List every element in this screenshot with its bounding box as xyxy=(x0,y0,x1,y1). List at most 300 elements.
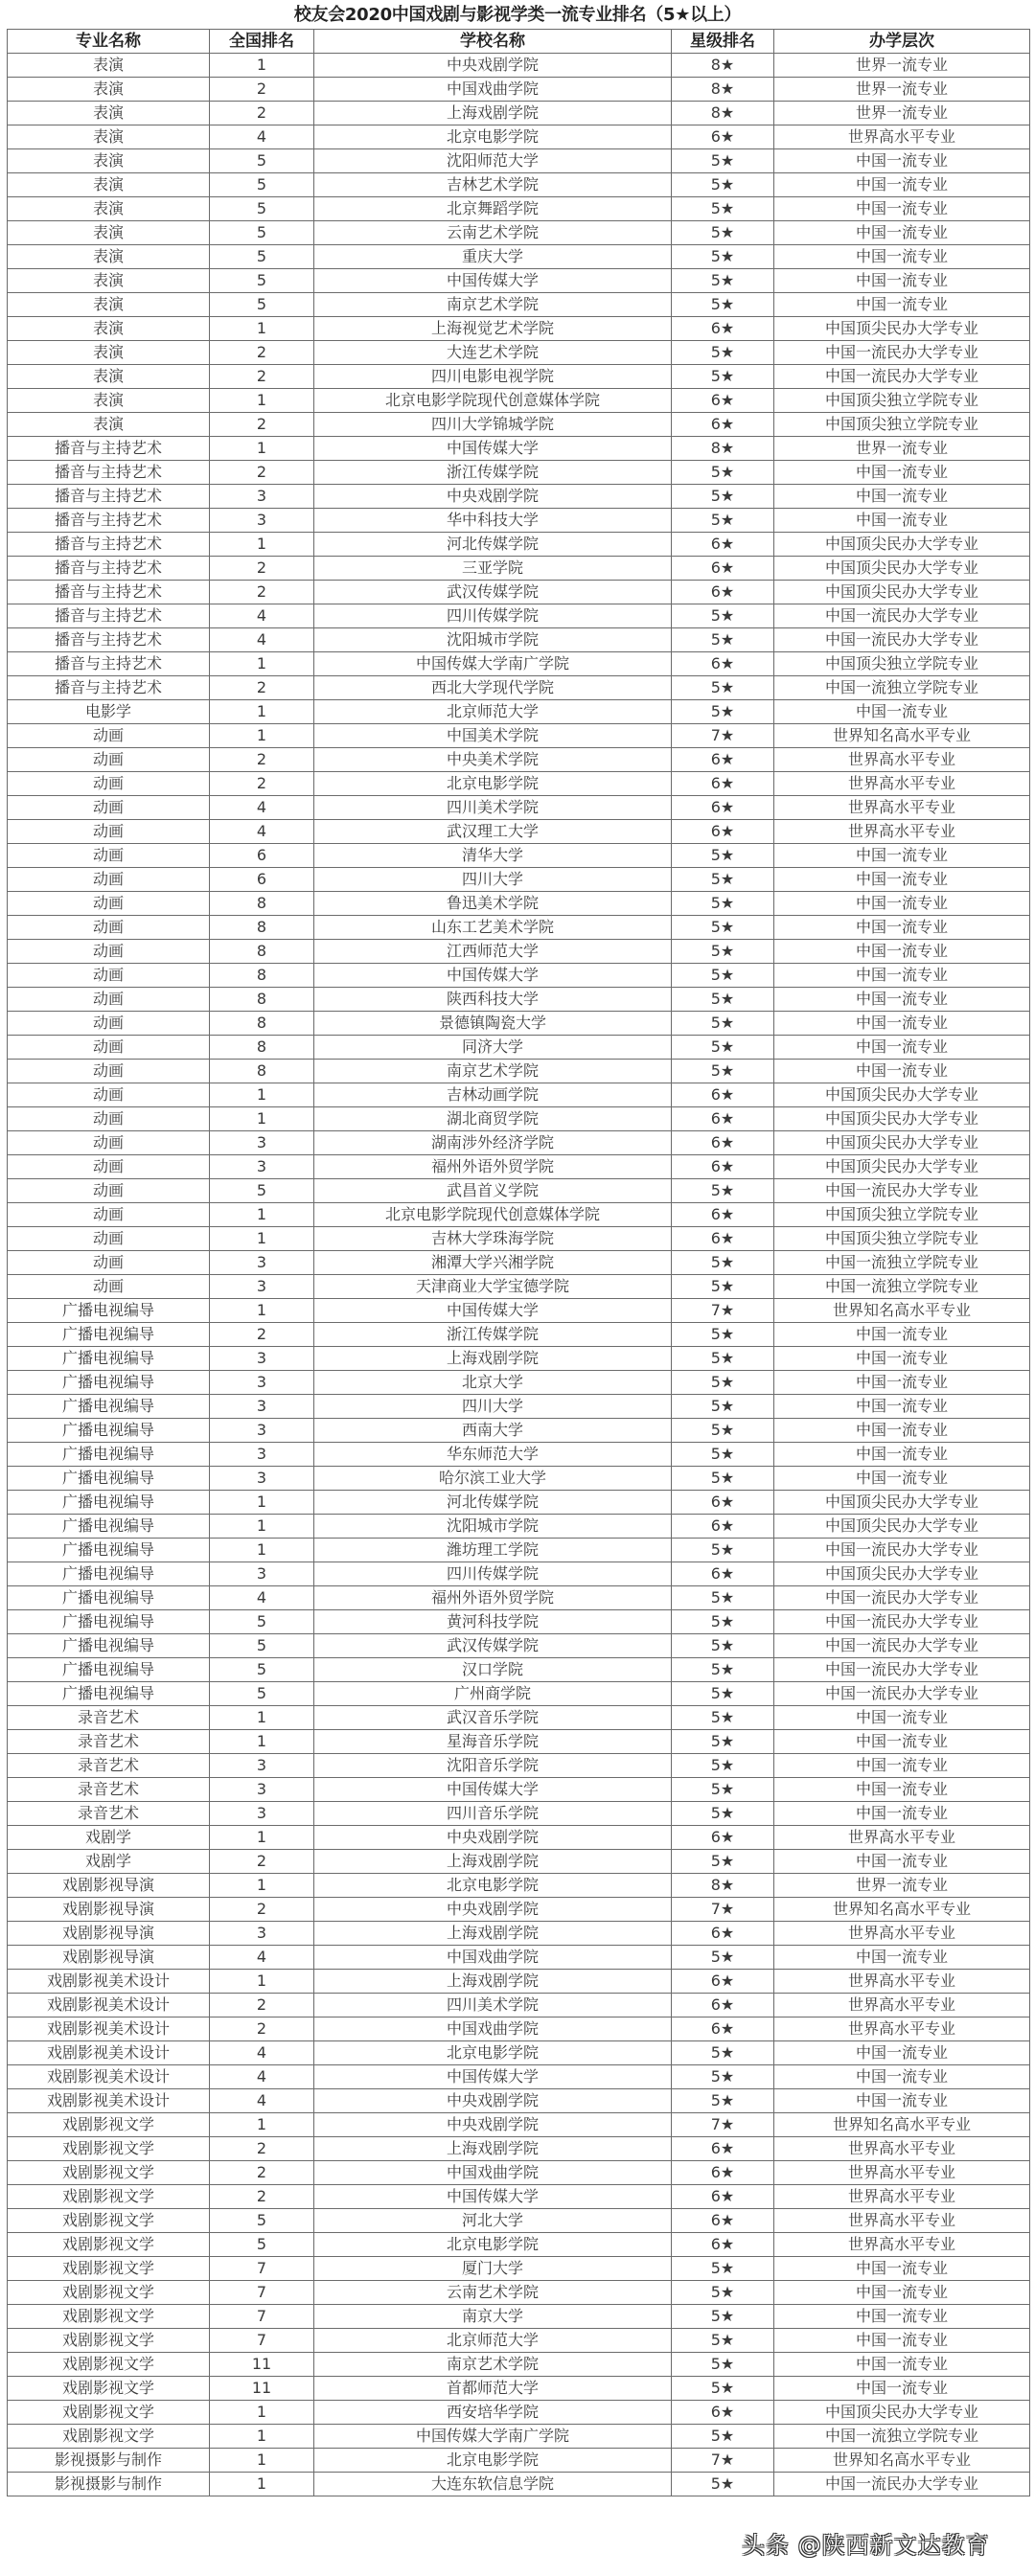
table-row xyxy=(8,1227,1030,1251)
cell-star-rank: 7★ xyxy=(672,2449,774,2473)
cell-level: 中国一流民办大学专业 xyxy=(774,1658,1030,1682)
cell-major: 表演 xyxy=(8,78,210,102)
cell-star-rank: 5★ xyxy=(672,1323,774,1347)
cell-major: 表演 xyxy=(8,197,210,221)
table-row xyxy=(8,1203,1030,1227)
cell-major: 戏剧学 xyxy=(8,1850,210,1874)
cell-level: 中国一流专业 xyxy=(774,1012,1030,1036)
cell-school: 中央戏剧学院 xyxy=(314,485,672,509)
table-row xyxy=(8,1850,1030,1874)
cell-star-rank: 6★ xyxy=(672,2401,774,2425)
cell-level: 中国一流独立学院专业 xyxy=(774,1251,1030,1275)
cell-major: 录音艺术 xyxy=(8,1802,210,1826)
cell-level: 世界高水平专业 xyxy=(774,1922,1030,1946)
cell-national-rank: 4 xyxy=(210,125,314,149)
cell-major: 录音艺术 xyxy=(8,1754,210,1778)
cell-national-rank: 1 xyxy=(210,2113,314,2137)
cell-school: 吉林艺术学院 xyxy=(314,173,672,197)
cell-star-rank: 5★ xyxy=(672,1706,774,1730)
cell-school: 中国传媒大学 xyxy=(314,1299,672,1323)
cell-national-rank: 3 xyxy=(210,1802,314,1826)
cell-star-rank: 5★ xyxy=(672,173,774,197)
cell-level: 中国一流专业 xyxy=(774,1323,1030,1347)
cell-national-rank: 8 xyxy=(210,892,314,916)
cell-major: 广播电视编导 xyxy=(8,1634,210,1658)
cell-school: 大连东软信息学院 xyxy=(314,2473,672,2496)
cell-school: 中国美术学院 xyxy=(314,724,672,748)
cell-star-rank: 5★ xyxy=(672,700,774,724)
cell-school: 北京电影学院 xyxy=(314,1874,672,1898)
cell-major: 戏剧影视文学 xyxy=(8,2329,210,2353)
table-row xyxy=(8,1706,1030,1730)
cell-level: 世界一流专业 xyxy=(774,54,1030,78)
table-row xyxy=(8,724,1030,748)
cell-major: 戏剧影视文学 xyxy=(8,2281,210,2305)
cell-national-rank: 3 xyxy=(210,1562,314,1586)
cell-national-rank: 8 xyxy=(210,1060,314,1083)
cell-level: 中国一流专业 xyxy=(774,2089,1030,2113)
cell-national-rank: 1 xyxy=(210,1083,314,1107)
cell-star-rank: 5★ xyxy=(672,2329,774,2353)
cell-star-rank: 6★ xyxy=(672,1227,774,1251)
cell-star-rank: 6★ xyxy=(672,820,774,844)
table-body xyxy=(8,54,1030,2496)
table-row xyxy=(8,102,1030,125)
cell-national-rank: 1 xyxy=(210,1539,314,1562)
cell-major: 动画 xyxy=(8,1107,210,1131)
cell-national-rank: 11 xyxy=(210,2377,314,2401)
table-row xyxy=(8,1515,1030,1539)
cell-level: 世界一流专业 xyxy=(774,1874,1030,1898)
cell-star-rank: 5★ xyxy=(672,1371,774,1395)
cell-star-rank: 5★ xyxy=(672,1658,774,1682)
cell-major: 播音与主持艺术 xyxy=(8,581,210,604)
cell-school: 武汉音乐学院 xyxy=(314,1706,672,1730)
cell-level: 中国一流民办大学专业 xyxy=(774,2473,1030,2496)
cell-level: 中国一流专业 xyxy=(774,868,1030,892)
cell-school: 四川电影电视学院 xyxy=(314,365,672,389)
cell-major: 广播电视编导 xyxy=(8,1395,210,1419)
cell-major: 播音与主持艺术 xyxy=(8,461,210,485)
header-star-rank: 星级排名 xyxy=(672,30,774,54)
table-row xyxy=(8,1467,1030,1491)
cell-star-rank: 5★ xyxy=(672,1539,774,1562)
table-row xyxy=(8,2281,1030,2305)
cell-level: 中国顶尖民办大学专业 xyxy=(774,317,1030,341)
table-row xyxy=(8,149,1030,173)
table-row xyxy=(8,1634,1030,1658)
cell-school: 四川大学 xyxy=(314,1395,672,1419)
cell-level: 中国一流专业 xyxy=(774,1706,1030,1730)
cell-school: 汉口学院 xyxy=(314,1658,672,1682)
table-row xyxy=(8,413,1030,437)
cell-major: 广播电视编导 xyxy=(8,1491,210,1515)
cell-school: 中国传媒大学 xyxy=(314,964,672,988)
cell-level: 中国一流专业 xyxy=(774,485,1030,509)
cell-level: 中国一流专业 xyxy=(774,1850,1030,1874)
cell-school: 沈阳城市学院 xyxy=(314,1515,672,1539)
cell-major: 戏剧影视文学 xyxy=(8,2161,210,2185)
cell-star-rank: 6★ xyxy=(672,1994,774,2017)
table-row xyxy=(8,2017,1030,2041)
table-row xyxy=(8,2113,1030,2137)
cell-level: 中国顶尖民办大学专业 xyxy=(774,1491,1030,1515)
cell-major: 戏剧影视美术设计 xyxy=(8,1994,210,2017)
table-row xyxy=(8,1658,1030,1682)
cell-level: 中国一流专业 xyxy=(774,293,1030,317)
cell-major: 播音与主持艺术 xyxy=(8,485,210,509)
cell-national-rank: 3 xyxy=(210,1395,314,1419)
cell-major: 戏剧影视文学 xyxy=(8,2257,210,2281)
cell-major: 动画 xyxy=(8,1227,210,1251)
cell-school: 中国传媒大学南广学院 xyxy=(314,652,672,676)
cell-star-rank: 5★ xyxy=(672,604,774,628)
table-row xyxy=(8,820,1030,844)
cell-school: 中国戏曲学院 xyxy=(314,2017,672,2041)
cell-major: 电影学 xyxy=(8,700,210,724)
cell-level: 中国一流专业 xyxy=(774,1467,1030,1491)
cell-national-rank: 7 xyxy=(210,2257,314,2281)
cell-star-rank: 5★ xyxy=(672,1251,774,1275)
cell-school: 华中科技大学 xyxy=(314,509,672,533)
cell-star-rank: 5★ xyxy=(672,1275,774,1299)
table-row xyxy=(8,173,1030,197)
table-row xyxy=(8,2473,1030,2496)
cell-school: 潍坊理工学院 xyxy=(314,1539,672,1562)
cell-level: 世界高水平专业 xyxy=(774,2209,1030,2233)
cell-level: 中国一流专业 xyxy=(774,2305,1030,2329)
cell-major: 戏剧影视美术设计 xyxy=(8,1970,210,1994)
table-row xyxy=(8,197,1030,221)
cell-level: 中国一流专业 xyxy=(774,1754,1030,1778)
cell-major: 动画 xyxy=(8,1083,210,1107)
cell-school: 中国戏曲学院 xyxy=(314,1946,672,1970)
cell-school: 西南大学 xyxy=(314,1419,672,1443)
cell-level: 中国一流专业 xyxy=(774,844,1030,868)
cell-school: 四川传媒学院 xyxy=(314,604,672,628)
cell-star-rank: 5★ xyxy=(672,341,774,365)
cell-school: 北京电影学院 xyxy=(314,2233,672,2257)
cell-star-rank: 6★ xyxy=(672,1083,774,1107)
table-row xyxy=(8,1251,1030,1275)
cell-national-rank: 5 xyxy=(210,1634,314,1658)
cell-level: 中国一流独立学院专业 xyxy=(774,676,1030,700)
cell-school: 陕西科技大学 xyxy=(314,988,672,1012)
cell-level: 世界一流专业 xyxy=(774,437,1030,461)
cell-star-rank: 6★ xyxy=(672,413,774,437)
cell-star-rank: 5★ xyxy=(672,1347,774,1371)
cell-national-rank: 2 xyxy=(210,1994,314,2017)
cell-star-rank: 5★ xyxy=(672,485,774,509)
cell-major: 动画 xyxy=(8,844,210,868)
cell-school: 中央美术学院 xyxy=(314,748,672,772)
table-row xyxy=(8,1946,1030,1970)
cell-major: 戏剧学 xyxy=(8,1826,210,1850)
cell-star-rank: 6★ xyxy=(672,748,774,772)
cell-school: 沈阳师范大学 xyxy=(314,149,672,173)
cell-level: 中国一流专业 xyxy=(774,2377,1030,2401)
cell-major: 动画 xyxy=(8,1012,210,1036)
cell-major: 表演 xyxy=(8,221,210,245)
table-row xyxy=(8,1922,1030,1946)
cell-national-rank: 2 xyxy=(210,2137,314,2161)
cell-level: 世界高水平专业 xyxy=(774,796,1030,820)
cell-national-rank: 3 xyxy=(210,1251,314,1275)
table-row xyxy=(8,772,1030,796)
table-row xyxy=(8,1107,1030,1131)
cell-level: 中国一流专业 xyxy=(774,2041,1030,2065)
cell-school: 大连艺术学院 xyxy=(314,341,672,365)
cell-level: 中国一流民办大学专业 xyxy=(774,1610,1030,1634)
cell-national-rank: 4 xyxy=(210,1586,314,1610)
cell-major: 戏剧影视美术设计 xyxy=(8,2017,210,2041)
cell-school: 河北传媒学院 xyxy=(314,1491,672,1515)
cell-school: 上海戏剧学院 xyxy=(314,1970,672,1994)
cell-major: 动画 xyxy=(8,940,210,964)
cell-major: 动画 xyxy=(8,1131,210,1155)
cell-school: 中国传媒大学 xyxy=(314,269,672,293)
cell-school: 南京艺术学院 xyxy=(314,1060,672,1083)
cell-star-rank: 6★ xyxy=(672,1562,774,1586)
cell-star-rank: 5★ xyxy=(672,509,774,533)
cell-school: 南京大学 xyxy=(314,2305,672,2329)
cell-school: 中国传媒大学 xyxy=(314,437,672,461)
cell-national-rank: 5 xyxy=(210,269,314,293)
cell-level: 中国顶尖民办大学专业 xyxy=(774,1515,1030,1539)
cell-school: 南京艺术学院 xyxy=(314,2353,672,2377)
cell-national-rank: 3 xyxy=(210,509,314,533)
cell-star-rank: 6★ xyxy=(672,1203,774,1227)
cell-national-rank: 5 xyxy=(210,2233,314,2257)
cell-major: 动画 xyxy=(8,1155,210,1179)
cell-school: 四川美术学院 xyxy=(314,796,672,820)
table-row xyxy=(8,1299,1030,1323)
cell-school: 武汉传媒学院 xyxy=(314,581,672,604)
table-row xyxy=(8,2353,1030,2377)
cell-star-rank: 5★ xyxy=(672,293,774,317)
table-row xyxy=(8,1179,1030,1203)
table-row xyxy=(8,1036,1030,1060)
cell-star-rank: 6★ xyxy=(672,317,774,341)
cell-level: 中国一流专业 xyxy=(774,1802,1030,1826)
cell-national-rank: 11 xyxy=(210,2353,314,2377)
cell-national-rank: 2 xyxy=(210,748,314,772)
table-row xyxy=(8,748,1030,772)
cell-level: 中国一流专业 xyxy=(774,1347,1030,1371)
table-row xyxy=(8,1682,1030,1706)
table-row xyxy=(8,2041,1030,2065)
cell-national-rank: 8 xyxy=(210,916,314,940)
cell-star-rank: 5★ xyxy=(672,844,774,868)
cell-major: 动画 xyxy=(8,1036,210,1060)
table-row xyxy=(8,1970,1030,1994)
table-row xyxy=(8,796,1030,820)
cell-level: 中国顶尖民办大学专业 xyxy=(774,557,1030,581)
cell-level: 世界高水平专业 xyxy=(774,2017,1030,2041)
cell-level: 世界知名高水平专业 xyxy=(774,1299,1030,1323)
cell-star-rank: 6★ xyxy=(672,533,774,557)
cell-school: 北京师范大学 xyxy=(314,2329,672,2353)
cell-major: 动画 xyxy=(8,916,210,940)
cell-major: 广播电视编导 xyxy=(8,1467,210,1491)
watermark: 头条 @陕西新文达教育 xyxy=(742,2532,990,2559)
cell-school: 西北大学现代学院 xyxy=(314,676,672,700)
table-row xyxy=(8,1275,1030,1299)
cell-star-rank: 5★ xyxy=(672,1395,774,1419)
cell-major: 影视摄影与制作 xyxy=(8,2473,210,2496)
cell-major: 动画 xyxy=(8,964,210,988)
cell-star-rank: 5★ xyxy=(672,964,774,988)
cell-school: 湖南涉外经济学院 xyxy=(314,1131,672,1155)
cell-major: 戏剧影视文学 xyxy=(8,2113,210,2137)
cell-major: 表演 xyxy=(8,413,210,437)
table-row xyxy=(8,700,1030,724)
cell-national-rank: 4 xyxy=(210,628,314,652)
table-row xyxy=(8,341,1030,365)
cell-national-rank: 1 xyxy=(210,2425,314,2449)
cell-level: 世界高水平专业 xyxy=(774,125,1030,149)
cell-national-rank: 3 xyxy=(210,1443,314,1467)
cell-star-rank: 6★ xyxy=(672,772,774,796)
cell-level: 中国顶尖独立学院专业 xyxy=(774,1227,1030,1251)
cell-school: 云南艺术学院 xyxy=(314,2281,672,2305)
cell-major: 动画 xyxy=(8,988,210,1012)
cell-level: 世界一流专业 xyxy=(774,102,1030,125)
table-row xyxy=(8,461,1030,485)
cell-level: 中国一流民办大学专业 xyxy=(774,341,1030,365)
cell-star-rank: 5★ xyxy=(672,1778,774,1802)
cell-national-rank: 1 xyxy=(210,1970,314,1994)
cell-star-rank: 5★ xyxy=(672,2089,774,2113)
table-row xyxy=(8,2449,1030,2473)
cell-national-rank: 1 xyxy=(210,1874,314,1898)
cell-major: 表演 xyxy=(8,102,210,125)
cell-national-rank: 1 xyxy=(210,700,314,724)
cell-school: 西安培华学院 xyxy=(314,2401,672,2425)
cell-national-rank: 4 xyxy=(210,604,314,628)
cell-star-rank: 6★ xyxy=(672,652,774,676)
cell-major: 戏剧影视文学 xyxy=(8,2137,210,2161)
cell-star-rank: 6★ xyxy=(672,1515,774,1539)
cell-national-rank: 3 xyxy=(210,1419,314,1443)
cell-star-rank: 6★ xyxy=(672,1107,774,1131)
cell-major: 播音与主持艺术 xyxy=(8,557,210,581)
cell-star-rank: 5★ xyxy=(672,892,774,916)
cell-level: 世界知名高水平专业 xyxy=(774,724,1030,748)
cell-star-rank: 7★ xyxy=(672,724,774,748)
cell-national-rank: 5 xyxy=(210,245,314,269)
cell-school: 四川大学锦城学院 xyxy=(314,413,672,437)
cell-level: 中国一流专业 xyxy=(774,269,1030,293)
table-row xyxy=(8,1443,1030,1467)
cell-major: 录音艺术 xyxy=(8,1778,210,1802)
cell-national-rank: 7 xyxy=(210,2305,314,2329)
cell-star-rank: 5★ xyxy=(672,1802,774,1826)
cell-national-rank: 6 xyxy=(210,844,314,868)
table-header-row xyxy=(8,30,1030,54)
cell-level: 中国一流专业 xyxy=(774,197,1030,221)
cell-school: 福州外语外贸学院 xyxy=(314,1586,672,1610)
cell-school: 沈阳城市学院 xyxy=(314,628,672,652)
table-row xyxy=(8,2233,1030,2257)
cell-level: 中国一流专业 xyxy=(774,1060,1030,1083)
table-row xyxy=(8,245,1030,269)
cell-national-rank: 5 xyxy=(210,293,314,317)
table-row xyxy=(8,1586,1030,1610)
cell-level: 中国一流独立学院专业 xyxy=(774,1275,1030,1299)
cell-major: 动画 xyxy=(8,820,210,844)
cell-level: 中国顶尖民办大学专业 xyxy=(774,1083,1030,1107)
cell-star-rank: 7★ xyxy=(672,1299,774,1323)
cell-school: 北京电影学院现代创意媒体学院 xyxy=(314,1203,672,1227)
cell-major: 播音与主持艺术 xyxy=(8,652,210,676)
cell-level: 中国一流民办大学专业 xyxy=(774,1539,1030,1562)
cell-star-rank: 6★ xyxy=(672,796,774,820)
table-row xyxy=(8,1491,1030,1515)
cell-level: 中国一流专业 xyxy=(774,988,1030,1012)
cell-national-rank: 2 xyxy=(210,557,314,581)
cell-national-rank: 2 xyxy=(210,676,314,700)
cell-national-rank: 4 xyxy=(210,820,314,844)
cell-school: 江西师范大学 xyxy=(314,940,672,964)
cell-star-rank: 8★ xyxy=(672,102,774,125)
cell-major: 戏剧影视导演 xyxy=(8,1946,210,1970)
cell-national-rank: 8 xyxy=(210,1012,314,1036)
table-row xyxy=(8,1826,1030,1850)
cell-national-rank: 3 xyxy=(210,1467,314,1491)
cell-star-rank: 6★ xyxy=(672,2161,774,2185)
table-row xyxy=(8,1994,1030,2017)
cell-national-rank: 5 xyxy=(210,1658,314,1682)
cell-level: 中国一流专业 xyxy=(774,1778,1030,1802)
cell-major: 广播电视编导 xyxy=(8,1299,210,1323)
cell-school: 北京电影学院 xyxy=(314,2449,672,2473)
cell-national-rank: 2 xyxy=(210,1323,314,1347)
cell-major: 广播电视编导 xyxy=(8,1515,210,1539)
cell-major: 动画 xyxy=(8,1275,210,1299)
cell-major: 播音与主持艺术 xyxy=(8,533,210,557)
header-school: 学校名称 xyxy=(314,30,672,54)
cell-star-rank: 6★ xyxy=(672,2233,774,2257)
cell-national-rank: 5 xyxy=(210,221,314,245)
cell-level: 世界高水平专业 xyxy=(774,2161,1030,2185)
cell-national-rank: 8 xyxy=(210,964,314,988)
cell-school: 重庆大学 xyxy=(314,245,672,269)
cell-school: 广州商学院 xyxy=(314,1682,672,1706)
cell-school: 中央戏剧学院 xyxy=(314,2089,672,2113)
cell-national-rank: 1 xyxy=(210,1826,314,1850)
cell-major: 动画 xyxy=(8,868,210,892)
cell-star-rank: 5★ xyxy=(672,245,774,269)
cell-star-rank: 6★ xyxy=(672,557,774,581)
table-row xyxy=(8,54,1030,78)
cell-star-rank: 6★ xyxy=(672,2209,774,2233)
cell-school: 三亚学院 xyxy=(314,557,672,581)
cell-national-rank: 5 xyxy=(210,1610,314,1634)
cell-level: 中国顶尖民办大学专业 xyxy=(774,1155,1030,1179)
cell-star-rank: 5★ xyxy=(672,988,774,1012)
cell-level: 世界高水平专业 xyxy=(774,2137,1030,2161)
cell-major: 动画 xyxy=(8,748,210,772)
table-row xyxy=(8,1371,1030,1395)
cell-national-rank: 1 xyxy=(210,1227,314,1251)
cell-star-rank: 6★ xyxy=(672,125,774,149)
table-row xyxy=(8,1131,1030,1155)
table-row xyxy=(8,1610,1030,1634)
cell-level: 中国一流民办大学专业 xyxy=(774,1634,1030,1658)
cell-major: 广播电视编导 xyxy=(8,1658,210,1682)
cell-star-rank: 6★ xyxy=(672,1131,774,1155)
